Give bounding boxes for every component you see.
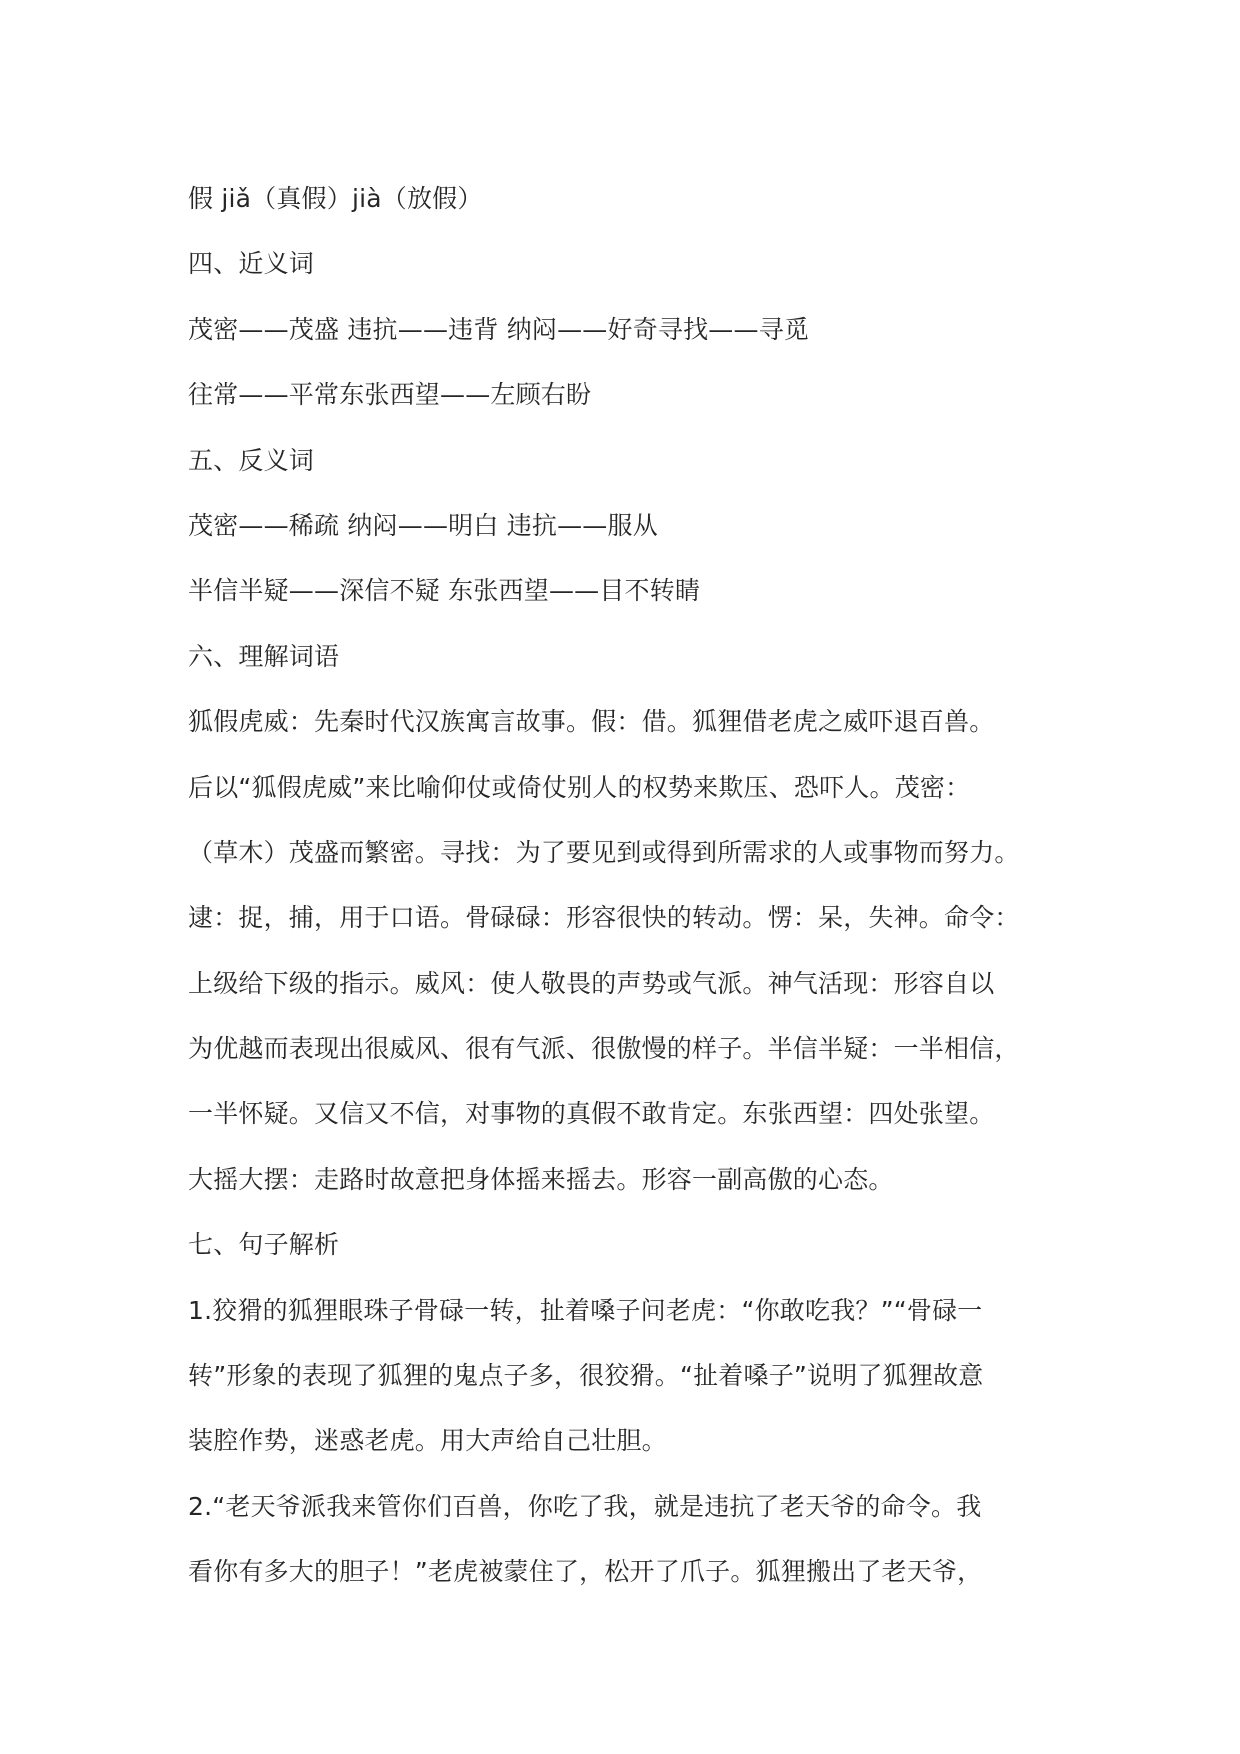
text-line: 逮：捉，捕，用于口语。骨碌碌：形容很快的转动。愣：呆，失神。命令： <box>188 903 1020 933</box>
text-line: 看你有多大的胆子！”老虎被蒙住了，松开了爪子。狐狸搬出了老天爷， <box>188 1557 983 1587</box>
text-line: 大摇大摆：走路时故意把身体摇来摇去。形容一副高傲的心态。 <box>188 1164 894 1194</box>
text-line: 一半怀疑。又信又不信，对事物的真假不敢肯定。东张西望：四处张望。 <box>188 1099 995 1129</box>
text-line: 假 jiǎ（真假）jià（放假） <box>188 184 483 213</box>
text-line: 后以“狐假虎威”来比喻仰仗或倚仗别人的权势来欺压、恐吓人。茂密： <box>188 772 971 802</box>
text-line: 装腔作势，迷惑老虎。用大声给自己壮胆。 <box>188 1426 667 1456</box>
section-heading-vocabulary: 六、理解词语 <box>188 641 340 671</box>
document-body <box>188 166 1088 1605</box>
section-heading-sentence-analysis: 七、句子解析 <box>188 1230 340 1260</box>
text-line: （草木）茂盛而繁密。寻找：为了要见到或得到所需求的人或事物而努力。 <box>188 837 1020 867</box>
text-line: 狐假虎威：先秦时代汉族寓言故事。假：借。狐狸借老虎之威吓退百兽。 <box>188 707 995 737</box>
text-line: 茂密——稀疏 纳闷——明白 违抗——服从 <box>188 510 658 540</box>
text-line: 往常——平常东张西望——左顾右盼 <box>188 380 592 410</box>
text-line: 半信半疑——深信不疑 东张西望——目不转睛 <box>188 576 701 606</box>
text-line: 2.“老天爷派我来管你们百兽，你吃了我，就是违抗了老天爷的命令。我 <box>188 1491 982 1521</box>
text-line: 上级给下级的指示。威风：使人敬畏的声势或气派。神气活现：形容自以 <box>188 968 995 998</box>
text-line: 1.狡猾的狐狸眼珠子骨碌一转，扯着嗓子问老虎：“你敢吃我？”“骨碌一 <box>188 1295 983 1325</box>
text-line: 茂密——茂盛 违抗——违背 纳闷——好奇寻找——寻觅 <box>188 314 810 344</box>
text-line: 转”形象的表现了狐狸的鬼点子多，很狡猾。“扯着嗓子”说明了狐狸故意 <box>188 1361 984 1391</box>
text-line: 为优越而表现出很威风、很有气派、很傲慢的样子。半信半疑：一半相信， <box>188 1034 1020 1064</box>
section-heading-synonyms: 四、近义词 <box>188 249 315 279</box>
section-heading-antonyms: 五、反义词 <box>188 445 315 475</box>
